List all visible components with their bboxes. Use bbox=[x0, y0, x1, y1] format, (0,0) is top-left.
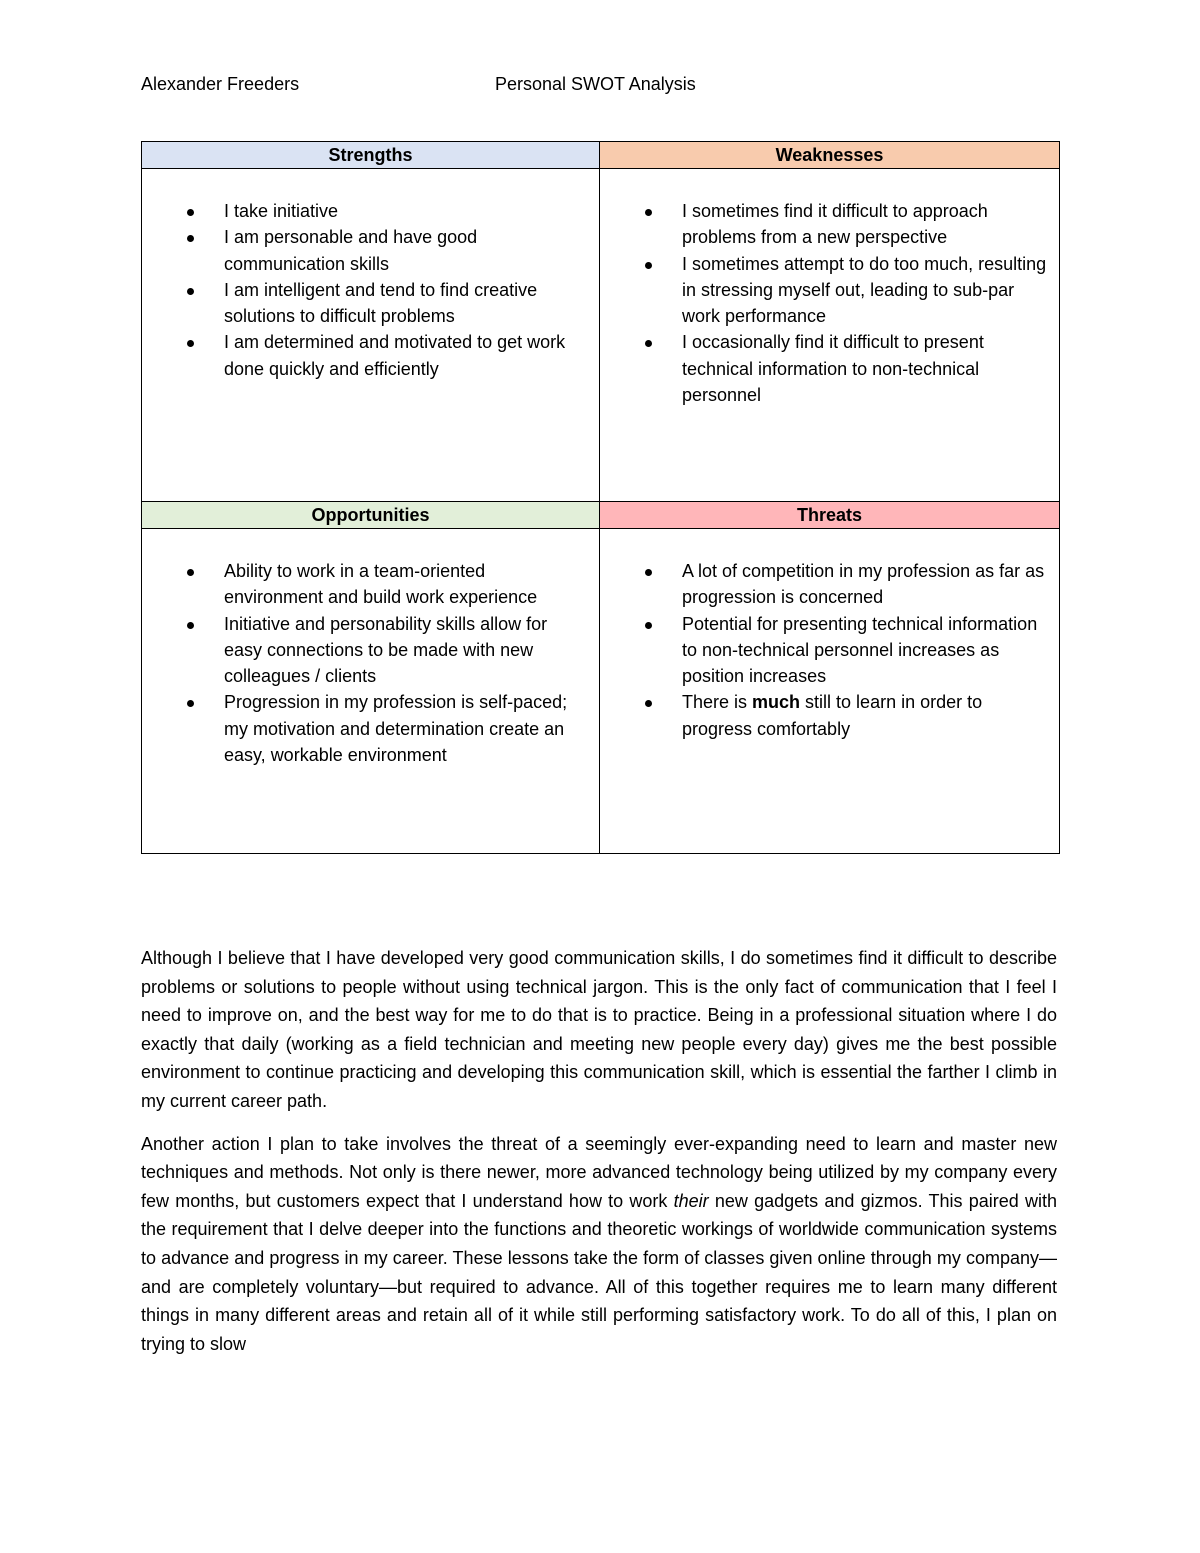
list-item: Ability to work in a team-oriented environment and build work experience bbox=[224, 558, 589, 611]
list-item: A lot of competition in my profession as far as progression is concerned bbox=[682, 558, 1049, 611]
paragraph: Another action I plan to take involves the threat of a seemingly ever-expanding need to learn and master new techniques and methods. Not only is there newer, more advanced technology being utilized by my company every few months, but customers expect that I understand how to work their new gadgets and gizmos. This paired with the requirement that I delve deeper into the functions and theoretic workings of worldwide communication systems to advance and progress in my career. These lessons take the form of classes given online through my company—and are completely voluntary—but required to advance. All of this together requires me to learn many different things in many different areas and retain all of it while still performing satisfactory work. To do all of this, I plan on trying to slow bbox=[141, 1133, 1057, 1354]
bullet-icon bbox=[187, 288, 194, 295]
bullet-icon bbox=[187, 235, 194, 242]
bullet-icon bbox=[187, 700, 194, 707]
weaknesses-cell bbox=[600, 169, 1060, 502]
opportunities-cell bbox=[142, 529, 600, 854]
threats-heading: Threats bbox=[600, 502, 1060, 529]
opportunities-heading: Opportunities bbox=[142, 502, 600, 529]
page-header bbox=[141, 74, 1059, 98]
emphasis-text: much bbox=[752, 692, 801, 713]
opportunities-list bbox=[142, 529, 599, 768]
strengths-list bbox=[142, 169, 599, 382]
bullet-icon bbox=[187, 569, 194, 576]
bullet-icon bbox=[645, 622, 652, 629]
bullet-icon bbox=[187, 340, 194, 347]
list-item: I sometimes find it difficult to approach problems from a new perspective bbox=[682, 198, 1049, 251]
list-item: Potential for presenting technical information to non-technical personnel increases as position increases bbox=[682, 611, 1049, 690]
list-item: Initiative and personability skills allow for easy connections to be made with new colleagues / clients bbox=[224, 611, 589, 690]
list-item: I am intelligent and tend to find creative solutions to difficult problems bbox=[224, 277, 589, 330]
bullet-icon bbox=[645, 700, 652, 707]
bullet-icon bbox=[645, 262, 652, 269]
emphasis-text: their bbox=[673, 1190, 709, 1211]
list-item: Progression in my profession is self-paced; my motivation and determination create an easy, workable environment bbox=[224, 689, 589, 768]
threats-list bbox=[600, 529, 1059, 742]
bullet-icon bbox=[187, 622, 194, 629]
list-item: I take initiative bbox=[224, 198, 589, 224]
threats-cell bbox=[600, 529, 1060, 854]
list-item: I am personable and have good communication skills bbox=[224, 224, 589, 277]
weaknesses-list bbox=[600, 169, 1059, 408]
strengths-cell bbox=[142, 169, 600, 502]
bullet-icon bbox=[645, 569, 652, 576]
paragraph: Although I believe that I have developed very good communication skills, I do sometimes find it difficult to describe problems or solutions to people without using technical jargon. This is the only fact of communication that I feel I need to improve on, and the best way for me to do that is to practice. Being in a professional situation where I do exactly that daily (working as a field technician and meeting new people every day) gives me the best possible environment to continue practicing and developing this communication skill, which is essential the farther I climb in my current career path. bbox=[141, 948, 1057, 1111]
strengths-heading: Strengths bbox=[142, 142, 600, 169]
document-title: Personal SWOT Analysis bbox=[495, 74, 696, 94]
bullet-icon bbox=[187, 209, 194, 216]
list-item: I am determined and motivated to get work done quickly and efficiently bbox=[224, 329, 589, 382]
bullet-icon bbox=[645, 340, 652, 347]
list-item: I sometimes attempt to do too much, resulting in stressing myself out, leading to sub-par work performance bbox=[682, 251, 1049, 330]
list-item: I occasionally find it difficult to present technical information to non-technical personnel bbox=[682, 329, 1049, 408]
body-text bbox=[141, 944, 1057, 1372]
weaknesses-heading: Weaknesses bbox=[600, 142, 1060, 169]
list-item: There is much still to learn in order to progress comfortably bbox=[682, 689, 1049, 742]
author-name: Alexander Freeders bbox=[141, 74, 300, 94]
bullet-icon bbox=[645, 209, 652, 216]
swot-table bbox=[141, 141, 1060, 854]
